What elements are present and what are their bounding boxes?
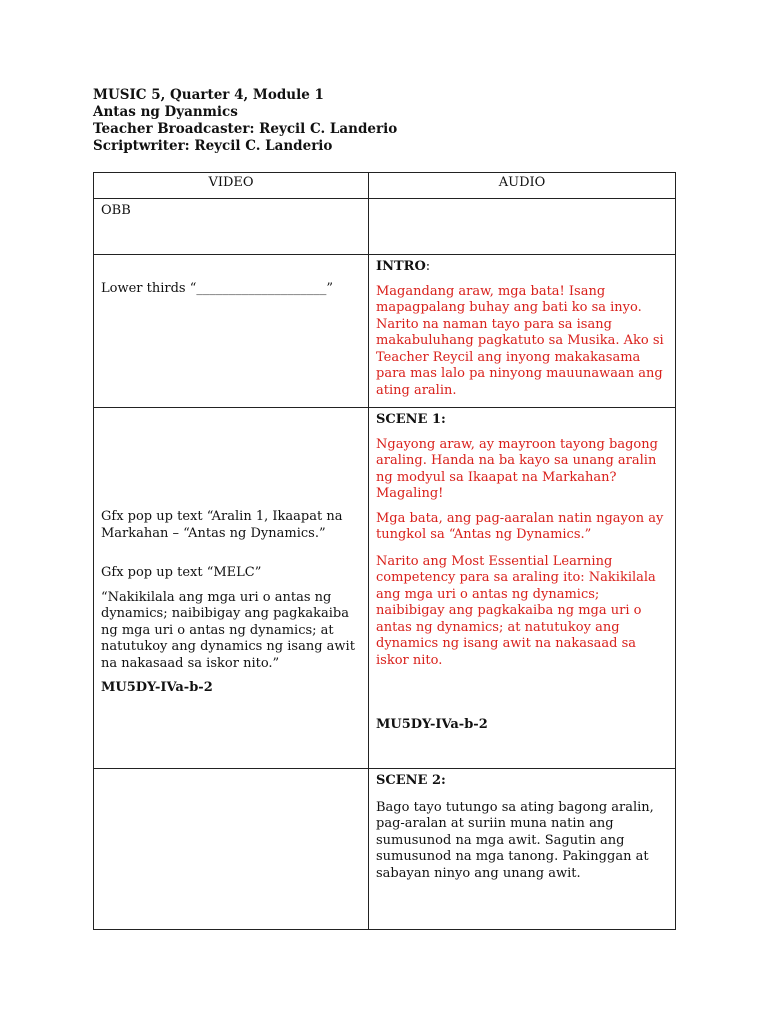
subject-line: MUSIC 5, Quarter 4, Module 1 xyxy=(93,87,324,103)
video-cell-lower-thirds xyxy=(94,255,369,408)
teacher-broadcaster: Teacher Broadcaster: Reycil C. Landerio xyxy=(93,121,398,137)
video-cell-obb: OBB xyxy=(94,199,369,255)
scene1-code: MU5DY-IVa-b-2 xyxy=(376,717,488,732)
scene1-para3: Narito ang Most Essential Learning competency para sa araling ito: Nakikilala ang mga uri o antas ng dynamics; naibibigay ang pagkakaiba ng mga uri o antas ng dynamics; at natutukoy ang dynamics ng isang awit na nakasaad sa iskor nito. xyxy=(376,553,656,668)
scene1-para1: Ngayong araw, ay mayroon tayong bagong araling. Handa na ba kayo sa unang aralin ng modyul sa Ikaapat na Markahan? Magaling! xyxy=(376,436,658,501)
audio-cell-scene2 xyxy=(369,769,676,930)
melc-quote: “Nakikilala ang mga uri o antas ng dynamics; naibibigay ang pagkakaiba ng mga uri o antas ng dynamics; at natutukoy ang dynamics ng isang awit na nakasaad sa iskor nito.” xyxy=(101,589,355,671)
audio-cell-empty xyxy=(369,199,676,255)
scene2-label: SCENE 2: xyxy=(376,773,446,788)
table-row xyxy=(94,199,676,255)
script-table xyxy=(93,172,676,930)
table-row xyxy=(94,255,676,408)
scene1-label: SCENE 1: xyxy=(376,412,446,427)
video-column-header: VIDEO xyxy=(94,173,369,199)
melc-code: MU5DY-IVa-b-2 xyxy=(101,680,213,695)
lower-thirds-text: Lower thirds “____________________” xyxy=(101,281,334,296)
intro-label: INTRO: xyxy=(376,259,431,274)
table-header-row xyxy=(94,173,676,199)
audio-column-header: AUDIO xyxy=(369,173,676,199)
scene2-text: Bago tayo tutungo sa ating bagong aralin, pag-aralan at suriin muna natin ang sumusunod na mga awit. Sagutin ang sumusunod na mga tanong. Pakinggan at sabayan ninyo ang unang awit. xyxy=(376,799,654,881)
video-cell-scene2 xyxy=(94,769,369,930)
gfx-aralin-text: Gfx pop up text “Aralin 1, Ikaapat na Markahan – “Antas ng Dynamics.” xyxy=(101,509,343,541)
document-header xyxy=(93,87,397,155)
table-row xyxy=(94,408,676,769)
intro-text: Magandang araw, mga bata! Isang mapagpalang buhay ang bati ko sa inyo. Narito na naman tayo para sa isang makabuluhang pagkatuto sa Musika. Ako si Teacher Reycil ang inyong makakasama para mas lalo pa ninyong mauunawaan ang ating aralin. xyxy=(376,283,664,398)
scene1-para2: Mga bata, ang pag-aaralan natin ngayon ay tungkol sa “Antas ng Dynamics.” xyxy=(376,510,664,542)
audio-cell-intro xyxy=(369,255,676,408)
scriptwriter: Scriptwriter: Reycil C. Landerio xyxy=(93,138,333,154)
video-cell-scene1 xyxy=(94,408,369,769)
gfx-melc-text: Gfx pop up text “MELC” xyxy=(101,565,262,580)
table-row xyxy=(94,769,676,930)
module-title: Antas ng Dyanmics xyxy=(93,104,238,120)
audio-cell-scene1 xyxy=(369,408,676,769)
